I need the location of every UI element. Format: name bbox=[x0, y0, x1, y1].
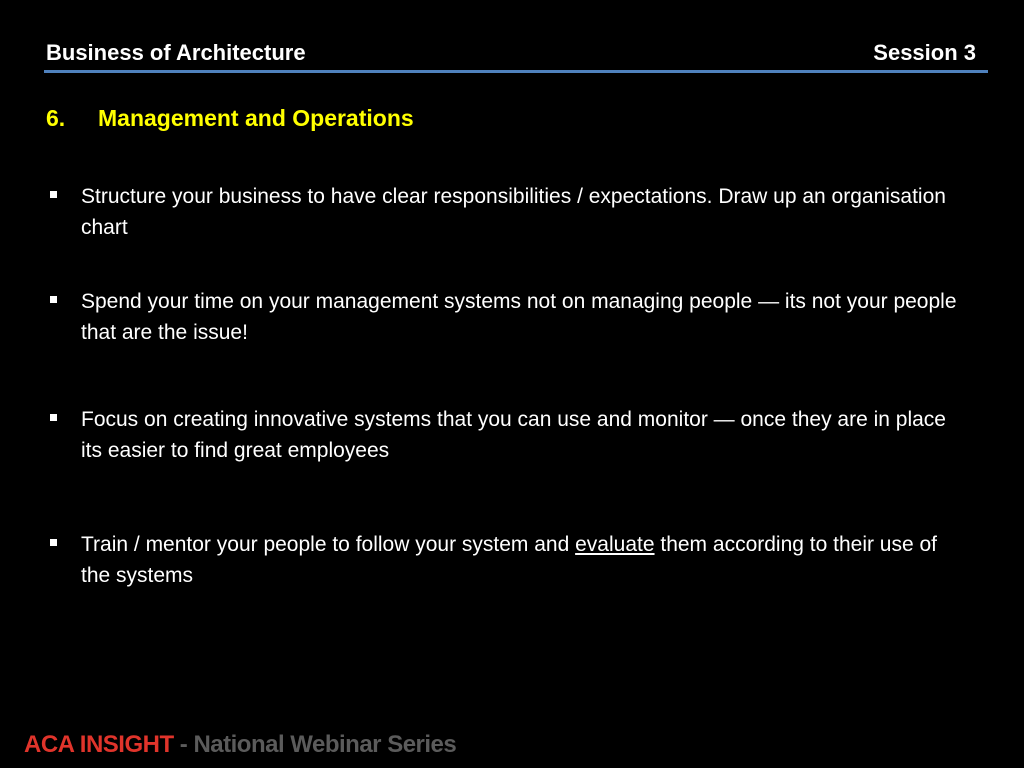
square-bullet-icon bbox=[50, 296, 57, 303]
header-divider bbox=[44, 70, 988, 73]
section-heading bbox=[46, 102, 414, 134]
footer-branding bbox=[24, 728, 456, 762]
bullet-text-end: them according to their use of the systems bbox=[81, 533, 938, 587]
section-title: Management and Operations bbox=[98, 105, 414, 131]
session-label: Session 3 bbox=[873, 40, 976, 65]
underlined-emphasis: evaluate bbox=[575, 533, 655, 556]
bullet-text: Focus on creating innovative systems that you can use and monitor — once they are in place its easier to find great employees bbox=[81, 408, 946, 462]
square-bullet-icon bbox=[50, 191, 57, 198]
square-bullet-icon bbox=[50, 414, 57, 421]
footer-series: - National Webinar Series bbox=[173, 731, 457, 758]
bullet-text: Structure your business to have clear responsibilities / expectations. Draw up an organisation chart bbox=[81, 185, 946, 239]
bullet-text bbox=[81, 529, 961, 591]
course-title: Business of Architecture bbox=[46, 40, 306, 65]
section-number: 6. bbox=[46, 105, 66, 131]
square-bullet-icon bbox=[50, 539, 57, 546]
footer-brand: ACA INSIGHT bbox=[24, 731, 174, 758]
bullet-text-start: Train / mentor your people to follow your system and bbox=[81, 533, 576, 556]
bullet-text: Spend your time on your management systems not on managing people — its not your people that are the issue! bbox=[81, 290, 957, 344]
